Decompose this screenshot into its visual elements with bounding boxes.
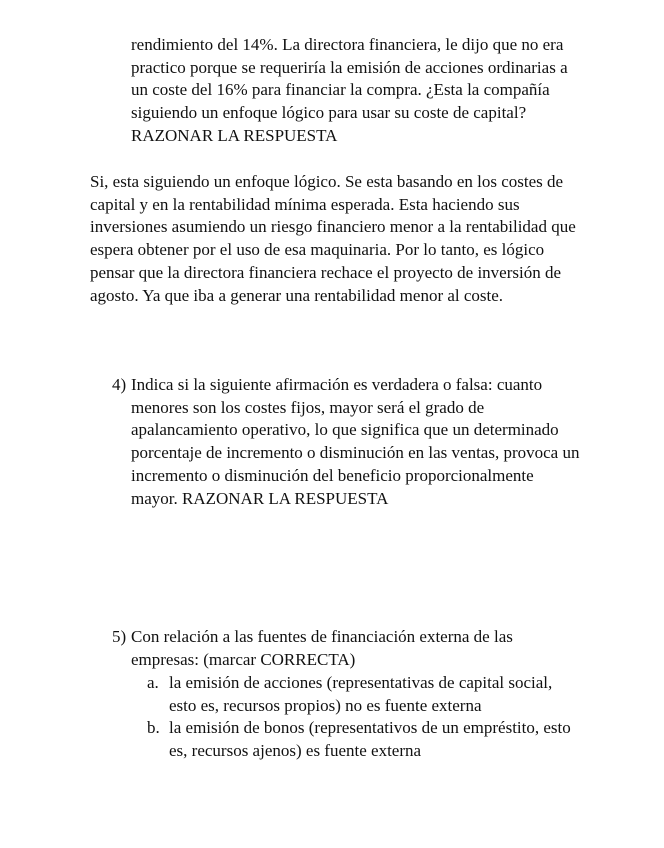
question-3-answer: Si, esta siguiendo un enfoque lógico. Se esta basando en los costes de capital y en la rentabilidad mínima esperada. Esta haciendo sus inversiones asumiendo un riesgo financiero menor a la rentabilidad que espera obtener por el uso de esa maquinaria. Por lo tanto, es lógico pensar que la directora financiera rechace el proyecto de inversión de agosto. Ya que iba a generar una rentabilidad menor al coste. xyxy=(90,172,576,305)
question-5 xyxy=(112,626,582,671)
question-5-options xyxy=(147,672,577,763)
question-5-number: 5) xyxy=(112,627,127,646)
option-a-letter: a. xyxy=(147,673,159,692)
option-b[interactable] xyxy=(147,717,577,762)
question-4-number: 4) xyxy=(112,375,127,394)
option-b-text: la emisión de bonos (representativos de un empréstito, esto es, recursos ajenos) es fuente externa xyxy=(169,718,571,761)
option-a-text: la emisión de acciones (representativas de capital social, esto es, recursos propios) no es fuente externa xyxy=(169,673,553,715)
option-a[interactable] xyxy=(147,672,577,717)
option-b-letter: b. xyxy=(147,718,160,738)
question-4-text: Indica si la siguiente afirmación es verdadera o falsa: cuanto menores son los costes fijos, mayor será el grado de apalancamiento operativo, lo que significa que un determinado porcentaje de incremento o disminución en las ventas, provoca un incremento o disminución del beneficio proporcionalmente mayor. RAZONAR LA RESPUESTA xyxy=(131,375,580,508)
question-5-text: Con relación a las fuentes de financiación externa de las empresas: (marcar CORRECTA) xyxy=(131,627,513,669)
question-3-continuation: rendimiento del 14%. La directora financiera, le dijo que no era practico porque se requeriría la emisión de acciones ordinarias a un coste del 16% para financiar la compra. ¿Esta la compañía siguiendo un enfoque lógico para usar su coste de capital? RAZONAR LA RESPUESTA xyxy=(131,35,568,145)
question-4 xyxy=(112,374,582,510)
